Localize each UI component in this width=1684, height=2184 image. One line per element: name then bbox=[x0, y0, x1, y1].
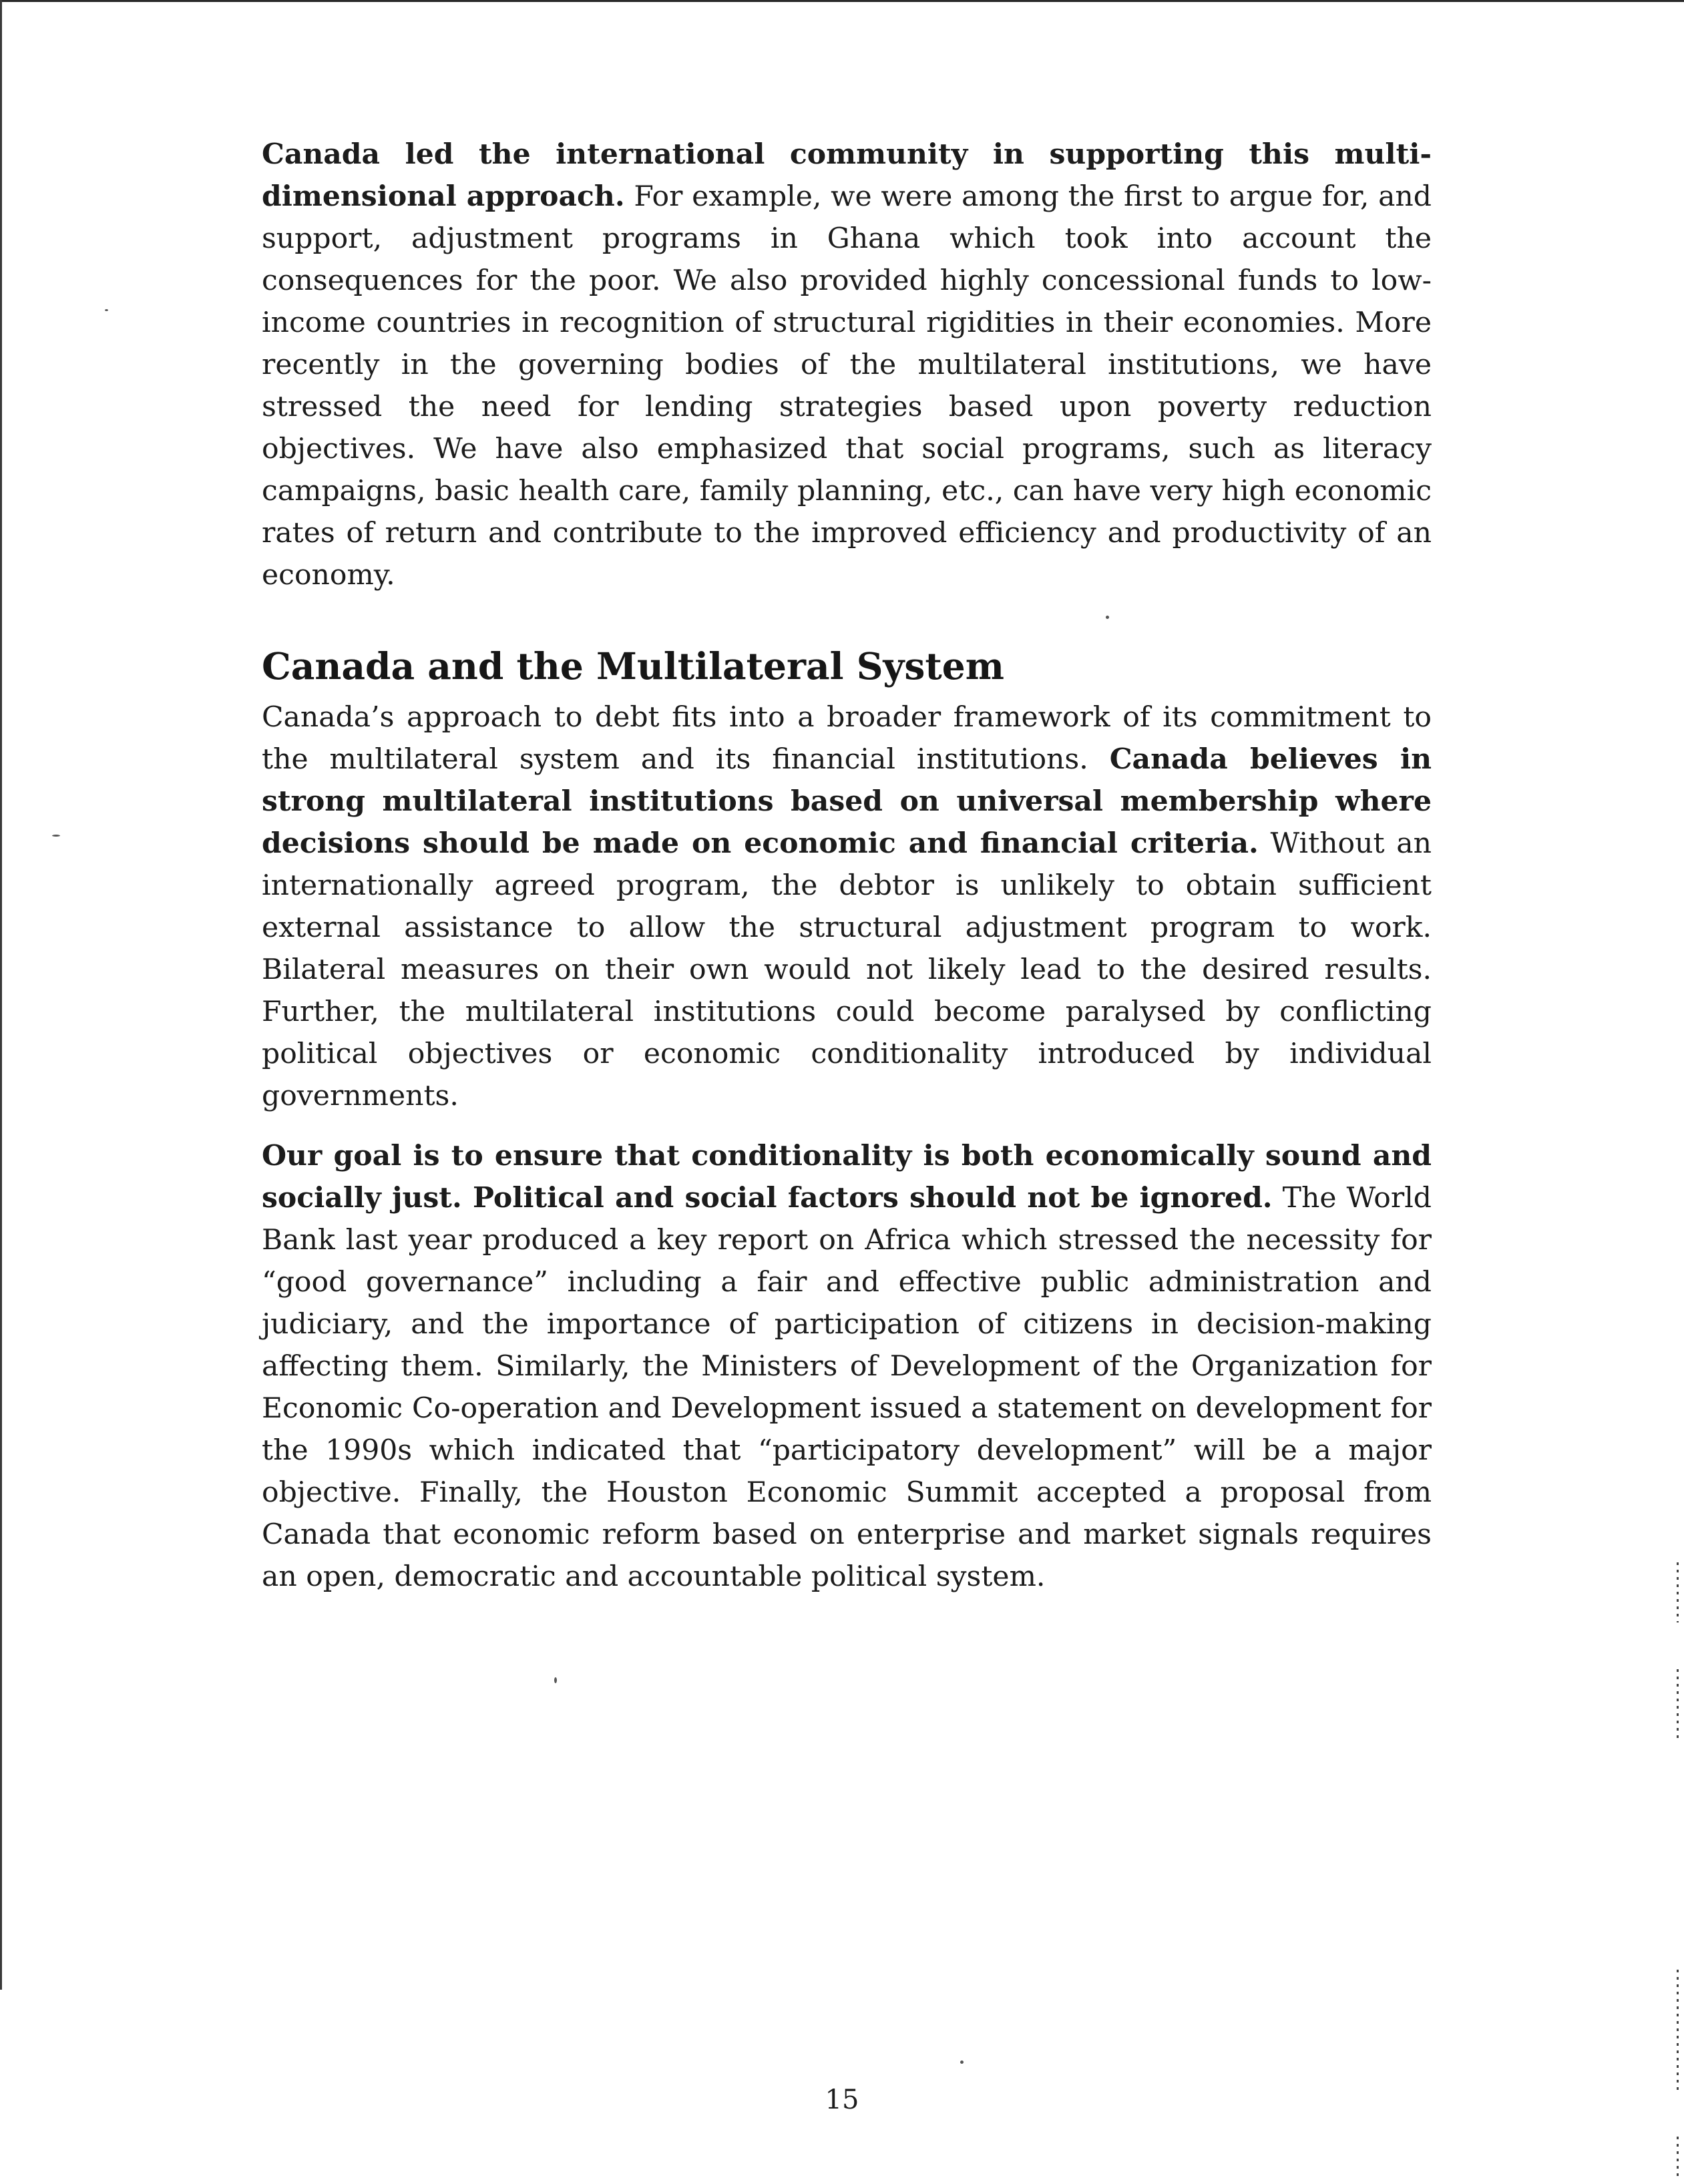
body-text-column-bottom bbox=[262, 643, 1432, 1598]
paragraph-lead-bold: Our goal is to ensure that conditionality is both economically sound and socially just. Political and social factors should not be ignored. bbox=[262, 1139, 1432, 1215]
paragraph-body: The World Bank last year produced a key report on Africa which stressed the necessity for “good governance” including a fair and effective public administration and judiciary, and the importance of participation of citizens in decision-making affecting them. Similarly, the Ministers of Development of the Organization for Economic Co-operation and Development issued a statement on development for the 1990s which indicated that “participatory development” will be a major objective. Finally, the Houston Economic Summit accepted a proposal from Canada that economic reform based on enterprise and market signals requires an open, democratic and accountable political system. bbox=[262, 1182, 1432, 1593]
scan-right-edge-noise bbox=[1677, 1562, 1679, 1622]
scan-right-edge-noise bbox=[1677, 2137, 1679, 2177]
scan-speck bbox=[52, 835, 60, 837]
scan-right-edge-noise bbox=[1677, 1970, 1679, 2090]
paragraph-body: For example, we were among the first to argue for, and support, adjustment programs in Ghana which took into account the consequences for the poor. We also provided highly concessional funds to low-income countries in recognition of structural rigidities in their economies. More recently in the governing bodies of the multilateral institutions, we have stressed the need for lending strategies based upon poverty reduction objectives. We have also emphasized that social programs, such as literacy campaigns, basic health care, family planning, etc., can have very high economic rates of return and contribute to the improved efficiency and productivity of an economy. bbox=[262, 180, 1432, 592]
scan-speck bbox=[1106, 616, 1109, 619]
paragraph-conditionality bbox=[262, 1135, 1432, 1598]
paragraph-emphasis-bold: Canada believes in strong multilateral institutions based on universal membership where decisions should be made on economic and financial criteria. bbox=[262, 742, 1432, 860]
paragraph-multidimensional-approach bbox=[262, 134, 1432, 596]
section-heading: Canada and the Multilateral System bbox=[262, 644, 1004, 688]
body-text-column-top bbox=[262, 134, 1432, 596]
scan-left-edge bbox=[0, 0, 2, 1990]
scan-speck bbox=[554, 1677, 557, 1683]
paragraph-body: Without an internationally agreed program, the debtor is unlikely to obtain sufficient external assistance to allow the structural adjustment program to work. Bilateral measures on their own would not likely lead to the desired results. Further, the multilateral institutions could become paralysed by conflicting political objectives or economic conditionality introduced by individual governments. bbox=[262, 827, 1432, 1112]
scan-right-edge-noise bbox=[1677, 1669, 1679, 1743]
paragraph-lead-bold: Canada led the international community in supporting this multi-dimensional approach. bbox=[262, 138, 1432, 213]
scan-speck bbox=[960, 2060, 964, 2064]
scan-speck bbox=[105, 309, 108, 311]
paragraph-body: Canada’s approach to debt fits into a broader framework of its commitment to the multilateral system and its financial institutions. bbox=[262, 701, 1432, 776]
paragraph-multilateral-framework bbox=[262, 696, 1432, 1117]
scan-top-edge bbox=[0, 0, 1684, 2]
page-number: 15 bbox=[825, 2085, 859, 2115]
